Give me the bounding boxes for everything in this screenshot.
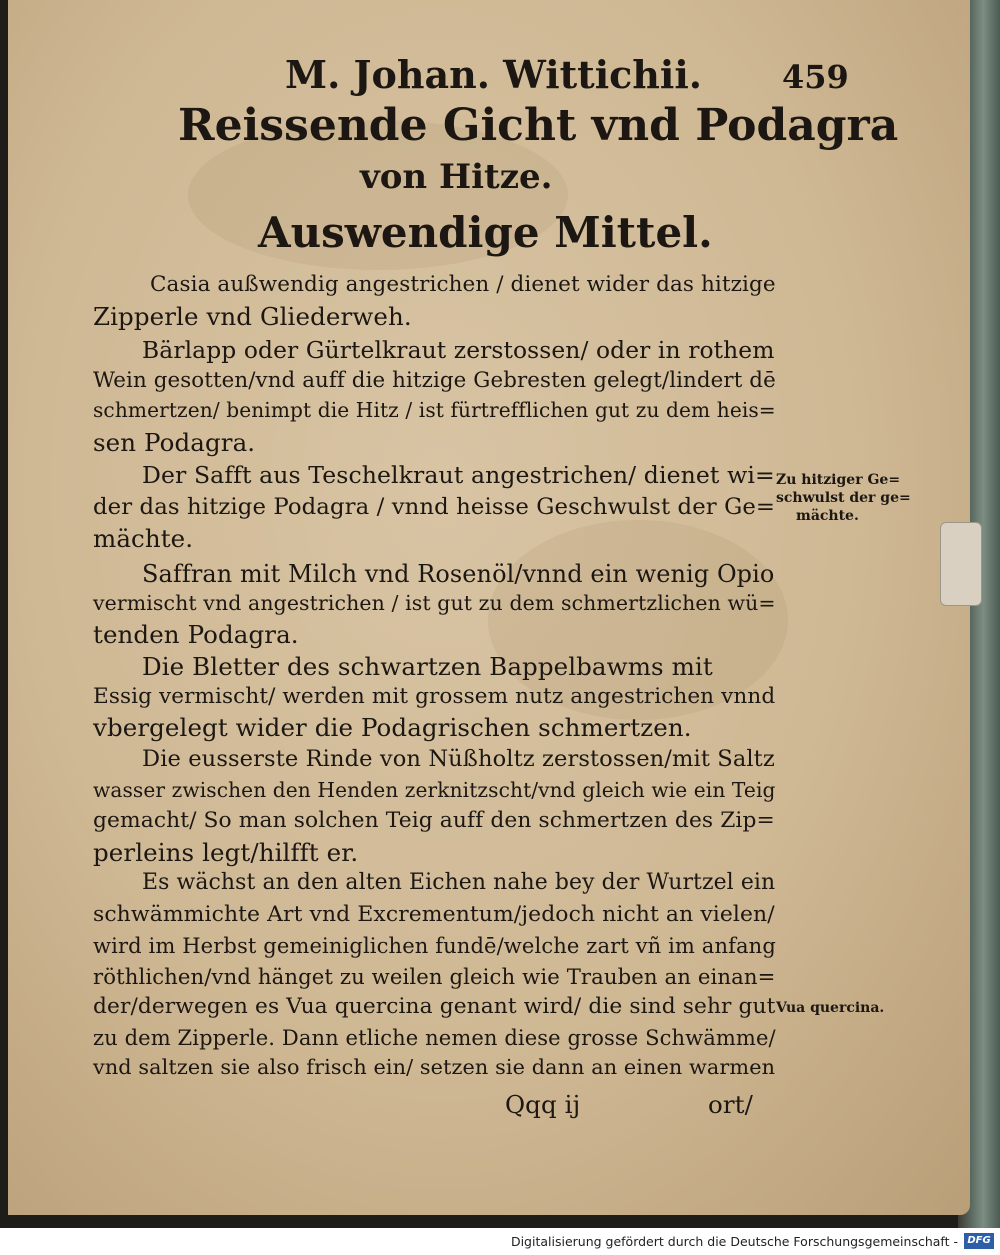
text-line: Die Bletter des schwartzen Bappelbawms mit	[142, 652, 713, 681]
text-line: tenden Podagra.	[93, 620, 299, 649]
page-tab	[940, 522, 982, 606]
text-line: Zipperle vnd Gliederweh.	[93, 302, 412, 331]
text-line: Es wächst an den alten Eichen nahe bey der Wurtzel ein	[142, 870, 776, 895]
marginal-note: schwulst der ge=	[776, 490, 911, 506]
marginal-note: Zu hitziger Ge=	[776, 472, 901, 488]
marginal-note: mächte.	[796, 508, 859, 524]
dfg-logo: DFG	[964, 1233, 994, 1249]
subsection-heading: Auswendige Mittel.	[258, 208, 713, 257]
section-subtitle: von Hitze.	[360, 157, 553, 197]
text-line: wasser zwischen den Henden zerknitzscht/vnd gleich wie ein Teig	[93, 778, 776, 802]
section-title: Reissende Gicht vnd Podagra	[178, 100, 899, 151]
text-line: wird im Herbst gemeiniglichen fundē/welche zart vñ im anfang	[93, 933, 776, 958]
text-line: Essig vermischt/ werden mit grossem nutz angestrichen vnnd	[93, 684, 776, 709]
text-line: gemacht/ So man solchen Teig auff den schmertzen des Zip=	[93, 808, 775, 833]
text-line: röthlichen/vnd hänget zu weilen gleich wie Trauben an einan=	[93, 964, 776, 989]
text-line: schmertzen/ benimpt die Hitz / ist fürtrefflichen gut zu dem heis=	[93, 398, 776, 422]
text-line: Saffran mit Milch vnd Rosenöl/vnnd ein wenig Opio	[142, 560, 775, 588]
footer-bar	[0, 1228, 1000, 1255]
text-line: zu dem Zipperle. Dann etliche nemen diese grosse Schwämme/	[93, 1025, 776, 1050]
text-line: Die eusserste Rinde von Nüßholtz zerstossen/mit Saltz	[142, 746, 775, 772]
text-line: Der Safft aus Teschelkraut angestrichen/ dienet wi=	[142, 461, 775, 489]
text-line: sen Podagra.	[93, 428, 256, 457]
signature-mark: Qqq ij	[505, 1090, 581, 1119]
folio-number: 459	[782, 58, 849, 96]
text-line: Bärlapp oder Gürtelkraut zerstossen/ oder in rothem	[142, 336, 775, 364]
text-line: vermischt vnd angestrichen / ist gut zu dem schmertzlichen wü=	[93, 591, 776, 615]
text-line: perleins legt/hilfft er.	[93, 838, 359, 867]
text-line: der das hitzige Podagra / vnnd heisse Geschwulst der Ge=	[93, 494, 776, 520]
text-line: vbergelegt wider die Podagrischen schmertzen.	[93, 713, 692, 742]
running-head: M. Johan. Wittichii.	[285, 52, 703, 97]
catchword: ort/	[708, 1090, 753, 1119]
text-line: schwämmichte Art vnd Excrementum/jedoch nicht an vielen/	[93, 902, 775, 927]
text-line: Wein gesotten/vnd auff die hitzige Gebresten gelegt/lindert dē	[93, 368, 776, 393]
text-line: der/derwegen es Vua quercina genant wird/ die sind sehr gut	[93, 994, 776, 1019]
text-line: Casia außwendig angestrichen / dienet wider das hitzige	[150, 272, 776, 297]
text-line: vnd saltzen sie also frisch ein/ setzen sie dann an einen warmen	[93, 1055, 776, 1079]
marginal-note: Vua quercina.	[776, 1000, 885, 1016]
funding-credit: Digitalisierung gefördert durch die Deutsche Forschungsgemeinschaft -	[510, 1234, 958, 1249]
text-line: mächte.	[93, 524, 194, 553]
